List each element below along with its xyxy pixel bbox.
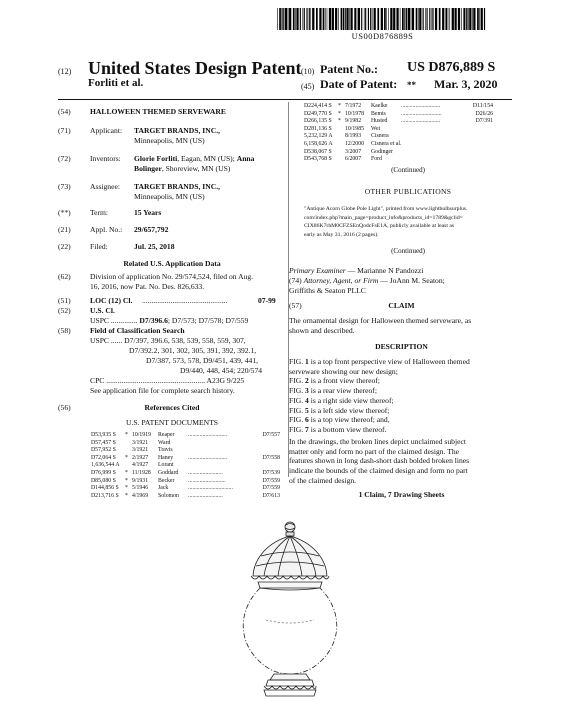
barcode-bar [300, 8, 301, 30]
barcode-bar [432, 8, 433, 30]
reference-row [91, 478, 286, 486]
reference-name: Cisnera et al. [371, 140, 402, 147]
reference-dots: ........................... [188, 432, 228, 438]
barcode-bar [419, 8, 421, 30]
barcode-bar [282, 8, 283, 30]
barcode-bar [293, 8, 295, 30]
claim-text: The ornamental design for Halloween themed serveware, as shown and described. [289, 316, 472, 335]
reference-row [304, 141, 512, 149]
reference-row [91, 432, 286, 440]
reference-name: Becker [158, 477, 175, 484]
reference-row [91, 470, 286, 478]
claim-heading: CLAIM [388, 301, 415, 310]
barcode-bar [402, 8, 404, 30]
barcode-bar [303, 8, 304, 30]
reference-date: 9/1982 [345, 118, 362, 125]
barcode-bar [388, 8, 389, 30]
design-drawing [228, 520, 352, 701]
barcode-bar [357, 8, 358, 30]
inventors-short: Forliti et al. [88, 77, 144, 89]
right-refs-list [304, 103, 512, 164]
barcode-bar [319, 8, 321, 30]
barcode-bar [312, 8, 314, 30]
term-code: (**) [58, 208, 71, 217]
reference-name: Haney [158, 454, 174, 461]
barcode-bar [350, 8, 352, 30]
description-line: FIG. 6 is a top view thereof; and, [289, 415, 390, 425]
date-code: (45) [301, 82, 315, 91]
reference-date: 4/1969 [132, 492, 149, 499]
barcode-bar [439, 8, 441, 30]
reference-number: D224,414 S [304, 103, 332, 109]
loc-value: 07-99 [258, 296, 276, 305]
barcode-bar [463, 8, 465, 30]
reference-star [338, 156, 345, 164]
drawings-note: In the drawings, the broken lines depict unclaimed subject matter only and form no part of the claimed design. The features shown in long dash-short dash bolded broken lines indicate the bounds of the claimed design and form no part of the claimed design. [289, 437, 470, 485]
reference-row [304, 103, 512, 111]
reference-star: * [125, 454, 128, 461]
barcode-bar [332, 8, 334, 30]
reference-name: Solomon [158, 492, 179, 499]
doc-type-code: (12) [58, 67, 72, 76]
applicant-code: (71) [58, 126, 71, 135]
reference-star [338, 149, 345, 157]
reference-star: * [125, 477, 128, 484]
barcode-bar [310, 8, 311, 30]
reference-row [304, 118, 512, 126]
description-line: FIG. 2 is a front view thereof; [289, 376, 380, 386]
inventors-label: Inventors: [90, 154, 121, 163]
reference-dots [401, 126, 463, 134]
barcode-bar [416, 8, 418, 30]
barcode-bar [396, 8, 398, 30]
reference-number: 1,636,544 A [91, 462, 120, 469]
reference-name: Wei [371, 125, 381, 132]
barcode-bar [346, 8, 348, 30]
reference-class [463, 133, 493, 141]
reference-number: D538,067 S [304, 148, 332, 155]
uscl-code: (52) [58, 306, 71, 315]
reference-name: Travis [158, 447, 173, 454]
header-rule [58, 99, 512, 100]
barcode-bar [349, 8, 350, 30]
continued-1: (Continued) [391, 166, 425, 174]
reference-dots [401, 149, 463, 157]
reference-class: D26/26 [475, 110, 493, 117]
related-heading: Related U.S. Application Data [123, 259, 221, 268]
barcode-bar [368, 8, 369, 30]
reference-class: D11/154 [472, 103, 493, 109]
reference-dots: ........................... [401, 118, 441, 125]
barcode-bar [423, 8, 424, 30]
reference-date: 9/1931 [132, 477, 149, 484]
barcode-bar [338, 8, 339, 30]
reference-dots [188, 447, 250, 455]
reference-star [125, 440, 132, 448]
reference-dots: ........................... [188, 454, 228, 461]
barcode-number: US00D876889S [351, 31, 414, 41]
cpc-line: CPC .................................................... A23G 9/225 [90, 376, 245, 385]
barcode-bar [404, 8, 405, 30]
barcode-bar [400, 8, 401, 30]
patent-no-code: (10) [301, 67, 315, 76]
barcode-bar [354, 8, 356, 30]
reference-date: 4/1927 [132, 462, 149, 469]
reference-number: D72,064 S [91, 454, 116, 461]
date-label: Date of Patent: [320, 77, 398, 91]
barcode-bar [393, 8, 395, 30]
reference-row [304, 133, 512, 141]
barcode-bar [481, 8, 483, 30]
barcode [277, 8, 488, 30]
reference-class: D7/391 [475, 118, 493, 125]
barcode-bar [472, 8, 473, 30]
field-line: D7/387, 573, 578, D9/451, 439, 441, [146, 356, 259, 365]
reference-class: D7/559 [262, 485, 280, 492]
claims-sheets: 1 Claim, 7 Drawing Sheets [358, 490, 445, 499]
barcode-bar [377, 8, 379, 30]
reference-dots [188, 440, 250, 448]
reference-name: Bemis [371, 110, 386, 117]
left-refs-list [91, 432, 286, 500]
barcode-bar [477, 8, 479, 30]
reference-number: D57,952 S [91, 447, 116, 454]
barcode-bar [335, 8, 337, 30]
reference-class [463, 141, 493, 149]
filed-value: Jul. 25, 2018 [134, 242, 175, 251]
barcode-bar [306, 8, 307, 30]
barcode-bar [427, 8, 428, 30]
division-code: (62) [58, 272, 71, 281]
reference-number: D144,856 S [91, 485, 119, 492]
reference-dots: ........................ [188, 492, 223, 499]
barcode-bar [484, 8, 485, 30]
description-line: FIG. 1 is a top front perspective view of Halloween themed [289, 357, 470, 366]
barcode-bar [329, 8, 331, 30]
barcode-bar [277, 8, 278, 30]
applicant-label: Applicant: [90, 126, 123, 135]
reference-number: D543,768 S [304, 156, 332, 163]
reference-row [91, 455, 286, 463]
barcode-bar [372, 8, 373, 30]
claim-code: (57) [289, 301, 302, 310]
term-value: 15 Years [134, 208, 162, 217]
reference-number: D266,135 S [304, 118, 332, 125]
barcode-bar [316, 8, 318, 30]
reference-star: * [338, 103, 341, 109]
reference-star [125, 447, 132, 455]
design-title: HALLOWEEN THEMED SERVEWARE [90, 107, 226, 116]
barcode-bar [433, 8, 434, 30]
attorney-line: (74) Attorney, Agent, or Firm — JoAnn M. Seaton; [289, 276, 445, 285]
reference-date: 10/1985 [345, 125, 365, 132]
assignee-name: TARGET BRANDS, INC., [134, 182, 221, 191]
barcode-bar [449, 8, 450, 30]
barcode-bar [323, 8, 325, 30]
assignee-location: Minneapolis, MN (US) [134, 192, 205, 201]
reference-name: Lorant [158, 462, 174, 469]
field-label: Field of Classification Search [90, 326, 185, 335]
reference-row [91, 447, 286, 455]
reference-dots: ............................... [188, 485, 233, 492]
barcode-bar [448, 8, 449, 30]
division-line1: Division of application No. 29/574,524, filed on Aug. [90, 272, 254, 281]
barcode-bar [304, 8, 305, 30]
barcode-bar [358, 8, 360, 30]
barcode-bar [386, 8, 387, 30]
barcode-bar [381, 8, 383, 30]
assignee-label: Assignee: [90, 182, 120, 191]
applicant-name: TARGET BRANDS, INC., [134, 126, 221, 135]
reference-star: * [125, 432, 128, 438]
filed-code: (22) [58, 242, 71, 251]
reference-class [463, 126, 493, 134]
appl-value: 29/657,792 [134, 225, 169, 234]
reference-name: Godinger [371, 148, 393, 155]
reference-star: * [125, 492, 128, 499]
reference-star [125, 462, 132, 470]
assignee-code: (73) [58, 182, 71, 191]
reference-dots: ........................ [188, 469, 223, 476]
loc-code: (51) [58, 296, 71, 305]
loc-dots: ............................................. [142, 296, 228, 305]
description-line: FIG. 5 is a left side view thereof; [289, 405, 390, 415]
reference-class: D7/557 [262, 432, 280, 438]
reference-class [250, 462, 280, 470]
reference-number: D76,999 S [91, 469, 116, 476]
barcode-bar [325, 8, 326, 30]
other-pubs-heading: OTHER PUBLICATIONS [364, 187, 452, 196]
field-code: (58) [58, 326, 71, 335]
reference-date: 3/1921 [132, 439, 149, 446]
reference-date: 11/1928 [132, 469, 151, 476]
barcode-bar [458, 8, 460, 30]
barcode-bar [295, 8, 296, 30]
barcode-bar [418, 8, 419, 30]
barcode-bar [452, 8, 454, 30]
see-application: See application file for complete search history. [90, 386, 235, 395]
barcode-bar [467, 8, 468, 30]
reference-name: Goddard [158, 469, 179, 476]
reference-name: Jack [158, 485, 169, 492]
reference-row [91, 440, 286, 448]
applicant-location: Minneapolis, MN (US) [134, 136, 205, 145]
barcode-bar [327, 8, 328, 30]
uspc-line: USPC .............. D7/396.6; D7/573; D7/578; D7/559 [90, 316, 249, 325]
reference-number: 6,158,626 A [304, 140, 333, 147]
description-heading: DESCRIPTION [375, 342, 428, 351]
barcode-bar [429, 8, 430, 30]
reference-row [91, 485, 286, 493]
reference-star [338, 141, 345, 149]
reference-row [91, 493, 286, 501]
inventors-code: (72) [58, 154, 71, 163]
barcode-bar [445, 8, 447, 30]
reference-number: D249,770 S [304, 110, 332, 117]
barcode-bar [288, 8, 289, 30]
barcode-bar [361, 8, 362, 30]
loc-label: LOC (12) Cl. [90, 296, 133, 305]
reference-dots [401, 141, 463, 149]
description-line: FIG. 7 is a bottom view thereof. [289, 424, 387, 434]
field-line: D9/440, 448, 454; 220/574 [180, 366, 263, 375]
reference-dots [188, 462, 250, 470]
barcode-bar [479, 8, 480, 30]
reference-date: 2/1927 [132, 454, 149, 461]
reference-date: 5/1946 [132, 485, 149, 492]
reference-star [338, 133, 345, 141]
reference-date: 3/2007 [345, 148, 362, 155]
reference-row [304, 126, 512, 134]
inventors-line1: Glorie Forliti, Eagan, MN (US); Anna [134, 154, 255, 163]
date-stars: ** [407, 80, 416, 90]
patent-date: Mar. 3, 2020 [434, 77, 498, 91]
title-code: (54) [58, 107, 71, 116]
barcode-bar [461, 8, 462, 30]
reference-dots: .......................... [188, 477, 226, 484]
barcode-bar [469, 8, 471, 30]
description-list [289, 357, 470, 435]
barcode-bar [408, 8, 410, 30]
reference-number: D53,935 S [91, 432, 116, 438]
examiner-line: Primary Examiner — Marianne N Pandozzi [289, 266, 424, 275]
reference-date: 12/2000 [345, 140, 365, 147]
reference-class [463, 149, 493, 157]
filed-label: Filed: [90, 242, 108, 251]
reference-class [250, 447, 280, 455]
reference-date: 7/1972 [345, 103, 362, 109]
reference-class: D7/559 [262, 477, 280, 484]
reference-class: D7/539 [262, 469, 280, 476]
patent-number: US D876,889 S [407, 60, 496, 75]
reference-row [91, 462, 286, 470]
term-label: Term: [90, 208, 109, 217]
reference-name: Husted [371, 118, 388, 125]
barcode-bar [289, 8, 291, 30]
reference-dots [401, 156, 463, 164]
reference-name: Reaper [158, 432, 175, 438]
reference-name: Kaelke [371, 103, 388, 109]
description-line: FIG. 4 is a right side view thereof; [289, 395, 394, 405]
reference-number: D57,457 S [91, 439, 116, 446]
patent-no-label: Patent No.: [320, 62, 378, 76]
reference-row [304, 111, 512, 119]
barcode-bar [364, 8, 365, 30]
barcode-bar [411, 8, 412, 30]
reference-date: 6/2007 [345, 156, 362, 163]
barcode-bar [345, 8, 346, 30]
reference-class: D7/613 [262, 492, 280, 499]
reference-name: Ward [158, 439, 171, 446]
appl-code: (21) [58, 225, 71, 234]
reference-number: D281,136 S [304, 125, 332, 132]
appl-label: Appl. No.: [90, 225, 123, 234]
barcode-bar [365, 8, 366, 30]
refs-code: (56) [58, 403, 71, 412]
uscl-label: U.S. Cl. [90, 306, 115, 315]
barcode-bar [412, 8, 414, 30]
barcode-bar [279, 8, 281, 30]
description-line: serveware showing our new design; [289, 366, 398, 376]
field-line: D7/392.2, 301, 302, 305, 391, 392, 392.1, [129, 346, 257, 355]
barcode-bar [309, 8, 310, 30]
reference-number: 5,232,129 A [304, 133, 333, 140]
reference-class: D7/558 [262, 454, 280, 461]
reference-date: 8/1993 [345, 133, 362, 140]
us-docs-heading: U.S. PATENT DOCUMENTS [126, 418, 218, 427]
reference-row [304, 156, 512, 164]
refs-heading: References Cited [144, 403, 200, 412]
reference-dots [401, 133, 463, 141]
barcode-bar [283, 8, 284, 30]
barcode-bar [435, 8, 437, 30]
reference-star: * [125, 485, 128, 492]
reference-row [304, 149, 512, 157]
barcode-bar [442, 8, 444, 30]
reference-class [250, 440, 280, 448]
other-pubs-text: "Antique Acorn Globe Pole Light", printed from www.lightbulbsurplus. com/index.php?main_page=product_info&products_id=1789&gclid= CIX86K7rhM0CFZSEnQodcFsE1A, publicly available at least as early as May 31, 2016 (2 pages). [304, 206, 468, 238]
barcode-bar [343, 8, 344, 30]
reference-date: 10/1978 [345, 110, 365, 117]
reference-star [338, 126, 345, 134]
barcode-bar [285, 8, 287, 30]
reference-date: 10/1919 [132, 432, 152, 438]
reference-star: * [338, 110, 341, 117]
barcode-bar [384, 8, 386, 30]
reference-number: D85,080 S [91, 477, 116, 484]
barcode-bar [374, 8, 376, 30]
inventors-line2: Bolinger, Shoreview, MN (US) [134, 164, 231, 173]
reference-class [463, 156, 493, 164]
barcode-bar [425, 8, 426, 30]
barcode-bar [370, 8, 371, 30]
barcode-bar [341, 8, 343, 30]
division-line2: 16, 2016, now Pat. No. Des. 826,633. [90, 282, 205, 291]
barcode-bar [466, 8, 467, 30]
field-line: USPC ...... D7/397, 396.6, 538, 539, 558, 559, 307, [90, 336, 246, 345]
reference-name: Ford [371, 156, 382, 163]
reference-dots: ............................ [401, 110, 442, 117]
continued-2: (Continued) [391, 247, 425, 255]
barcode-bar [455, 8, 457, 30]
doc-type: United States Design Patent [88, 58, 302, 78]
reference-date: 3/1921 [132, 447, 149, 454]
reference-star: * [125, 469, 128, 476]
reference-star: * [338, 118, 341, 125]
barcode-bar [406, 8, 407, 30]
reference-dots: ........................... [401, 103, 441, 109]
barcode-bar [390, 8, 392, 30]
reference-name: Cisnera [371, 133, 389, 140]
attorney-line-2: Griffiths & Seaton PLLC [289, 286, 366, 295]
reference-number: D213,716 S [91, 492, 119, 499]
barcode-bar [296, 8, 298, 30]
barcode-bar [473, 8, 475, 30]
description-line: FIG. 3 is a rear view thereof; [289, 386, 377, 396]
